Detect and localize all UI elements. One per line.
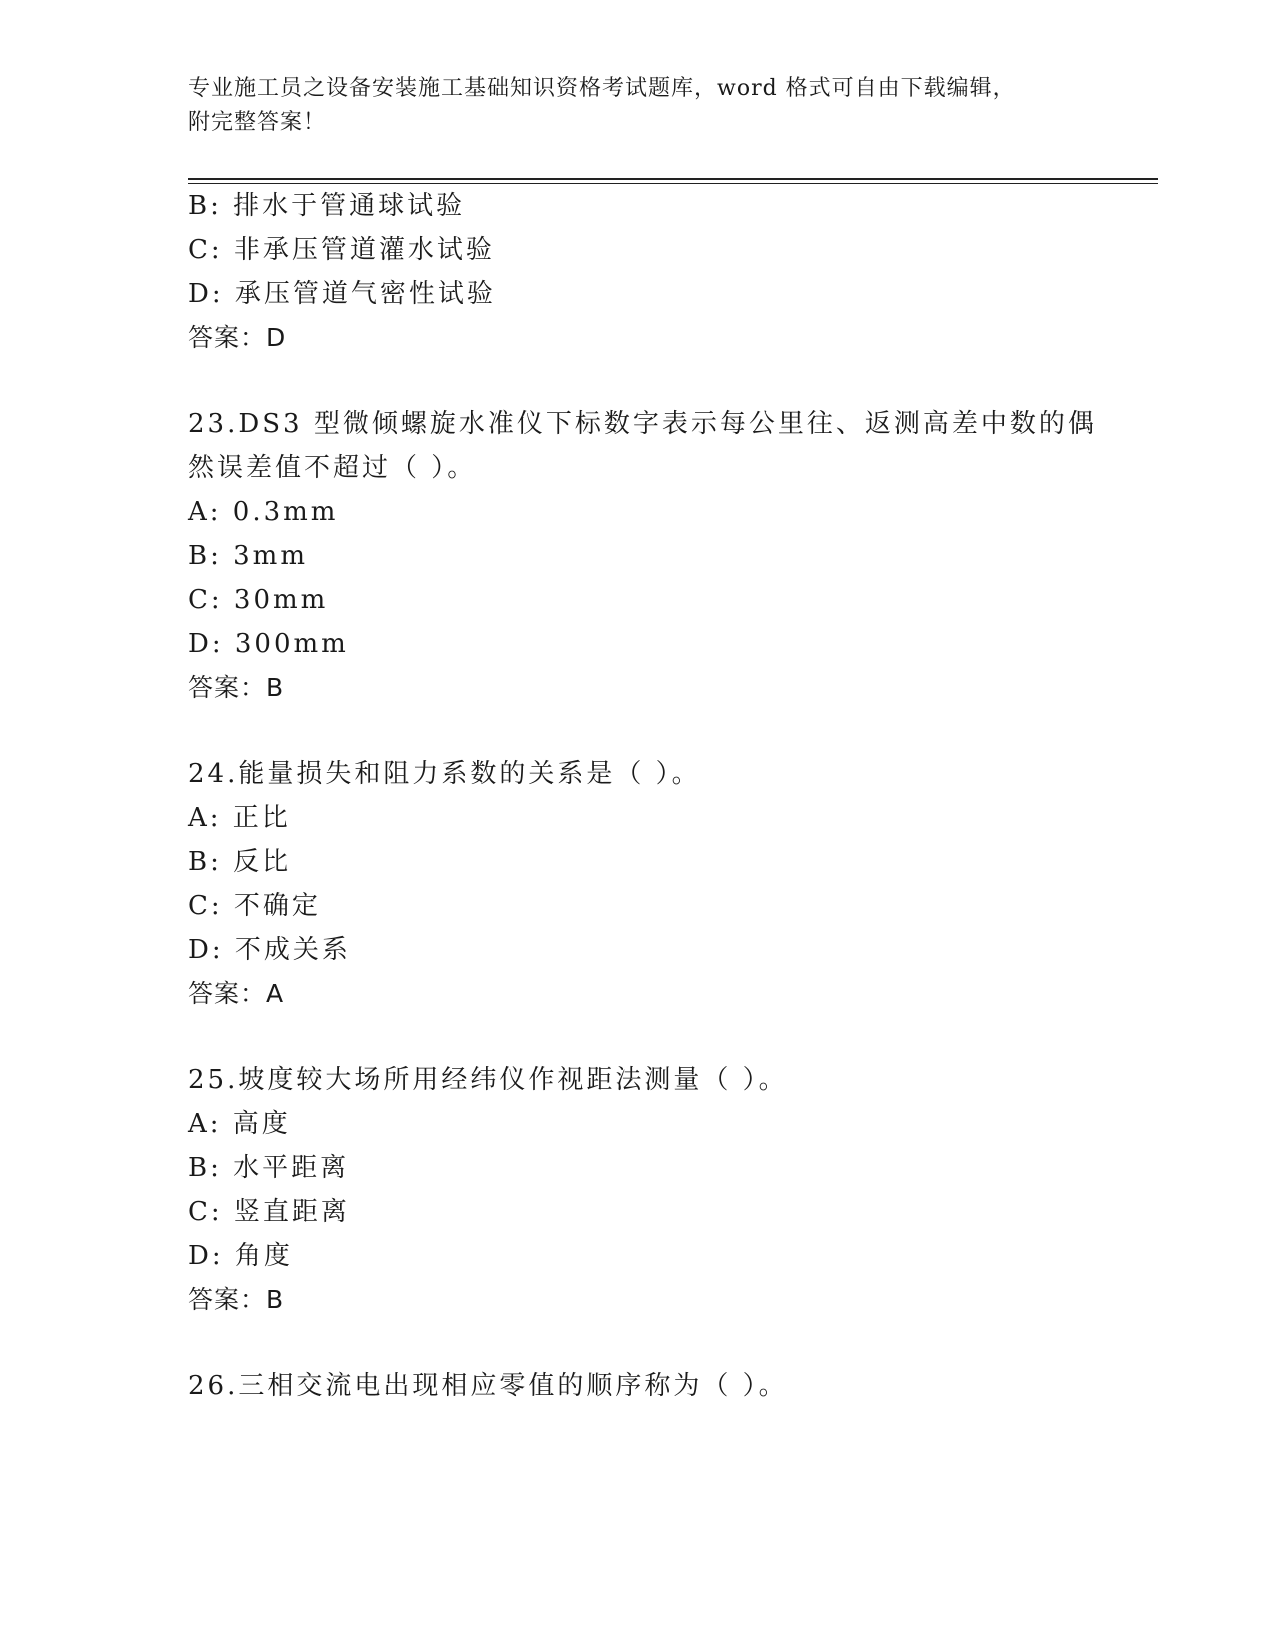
header-divider-thin bbox=[188, 183, 1158, 184]
q24-option-d: D: 不成关系 bbox=[188, 935, 351, 965]
q22-answer: 答案：D bbox=[188, 323, 287, 352]
q23-stem-line-1: 23.DS3 型微倾螺旋水准仪下标数字表示每公里往、返测高差中数的偶 bbox=[188, 409, 1097, 439]
q24-option-b: B: 反比 bbox=[188, 847, 292, 877]
q23-answer: 答案：B bbox=[188, 673, 285, 702]
q24-option-a: A: 正比 bbox=[188, 803, 291, 833]
header-divider-thick bbox=[188, 178, 1158, 180]
q23-option-b: B: 3mm bbox=[188, 541, 308, 571]
q24-option-c: C: 不确定 bbox=[188, 891, 321, 921]
q25-answer: 答案：B bbox=[188, 1285, 285, 1314]
q22-option-c: C: 非承压管道灌水试验 bbox=[188, 235, 495, 265]
q25-option-b: B: 水平距离 bbox=[188, 1153, 350, 1183]
q22-option-d: D: 承压管道气密性试验 bbox=[188, 279, 496, 309]
q25-stem: 25.坡度较大场所用经纬仪作视距法测量（ ）。 bbox=[188, 1065, 788, 1095]
header-line-2: 附完整答案！ bbox=[188, 110, 327, 135]
q24-answer: 答案：A bbox=[188, 979, 285, 1008]
header-text bbox=[188, 72, 1088, 140]
q23-stem-line-2: 然误差值不超过（ ）。 bbox=[188, 453, 477, 483]
q24-stem: 24.能量损失和阻力系数的关系是（ ）。 bbox=[188, 759, 701, 789]
q25-option-d: D: 角度 bbox=[188, 1241, 293, 1271]
q26-stem: 26.三相交流电出现相应零值的顺序称为（ ）。 bbox=[188, 1371, 788, 1401]
q23-option-d: D: 300mm bbox=[188, 629, 349, 659]
q23-option-a: A: 0.3mm bbox=[188, 497, 339, 527]
q25-option-c: C: 竖直距离 bbox=[188, 1197, 350, 1227]
q22-option-b: B: 排水于管通球试验 bbox=[188, 191, 466, 221]
header-line-1: 专业施工员之设备安装施工基础知识资格考试题库，word 格式可自由下载编辑， bbox=[188, 76, 1016, 101]
q25-option-a: A: 高度 bbox=[188, 1109, 291, 1139]
q23-option-c: C: 30mm bbox=[188, 585, 329, 615]
